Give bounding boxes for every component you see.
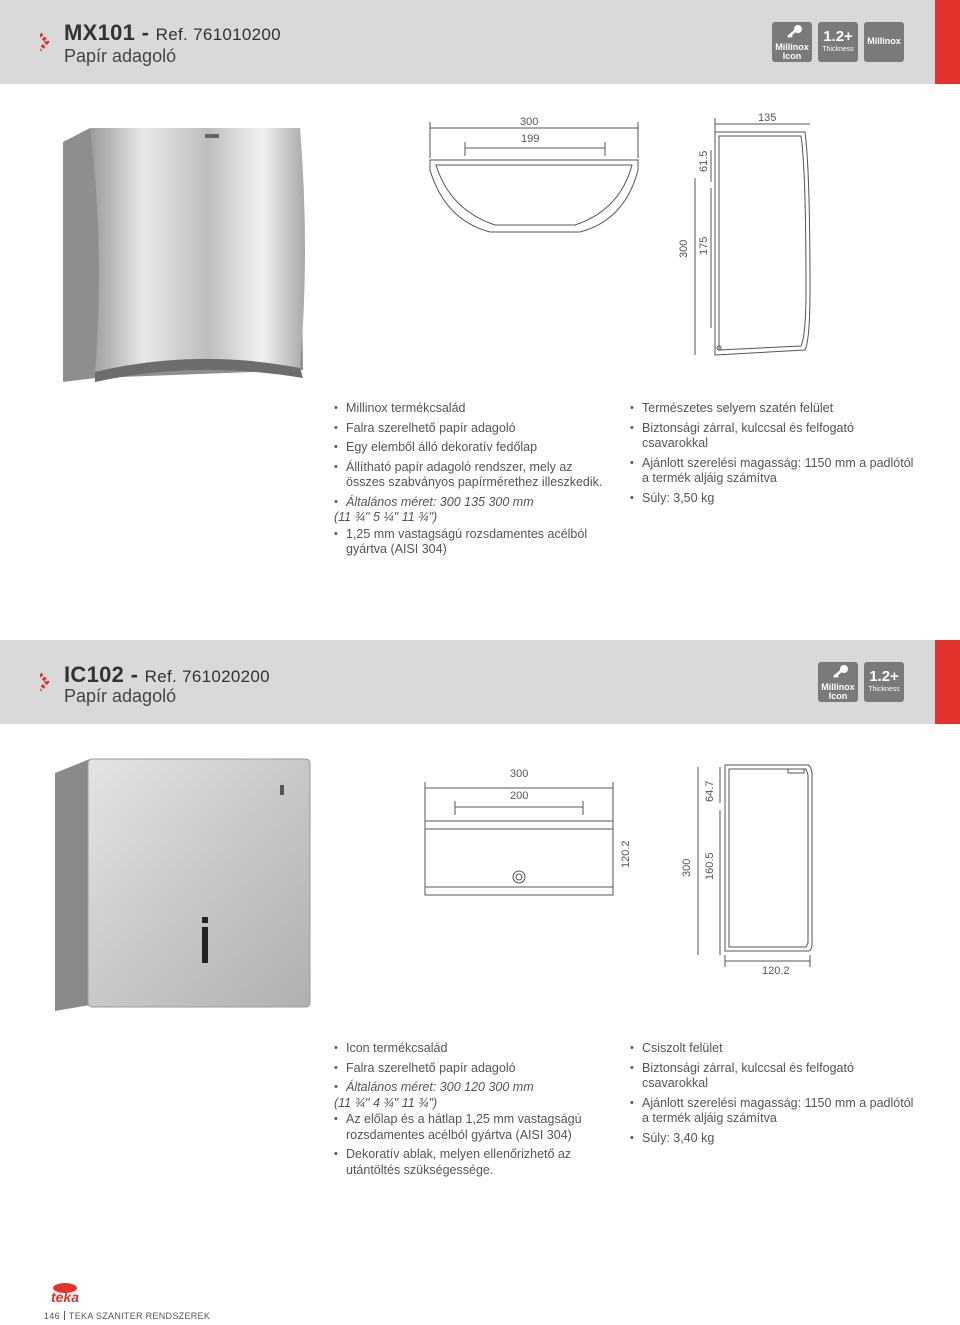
dim-width: 300 [520, 116, 539, 128]
page-footer [44, 1311, 210, 1321]
list-item: • 1,25 mm vastagságú rozsdamentes acélból gyártva (AISI 304) [334, 527, 614, 558]
product-photo-ic102 [50, 755, 315, 1020]
list-item: • Falra szerelhető papír adagoló [334, 1061, 614, 1077]
page-number: 146 [44, 1311, 60, 1321]
dim-lower: 160.5 [704, 852, 716, 880]
dim-depth: 135 [758, 112, 777, 124]
product-subtitle: Papír adagoló [64, 46, 177, 66]
list-item: • Súly: 3,50 kg [630, 491, 920, 507]
list-item: • Biztonsági zárral, kulccsal és felfogató csavarokkal [630, 421, 920, 452]
dim-inner: 200 [510, 790, 529, 802]
feature-list-right-mx101 [630, 401, 920, 510]
ref-number: Ref. 761010200 [155, 25, 281, 44]
list-item: • Millinox termékcsalád [334, 401, 614, 417]
dim-side-height: 120.2 [620, 840, 632, 868]
chevron-icon [40, 32, 54, 52]
key-icon [832, 664, 850, 678]
dim-width: 300 [510, 768, 529, 780]
list-item: • Egy elemből álló dekoratív fedőlap [334, 440, 614, 456]
list-item: • Súly: 3,40 kg [630, 1131, 920, 1147]
teka-logo [42, 1278, 88, 1309]
list-item: • Biztonsági zárral, kulccsal és felfogató csavarokkal [630, 1061, 920, 1092]
product-title-ic102: IC102 - Ref. 761020200 [64, 662, 270, 687]
key-icon [786, 24, 804, 38]
feature-list-left-ic102 [334, 1041, 614, 1182]
list-item: • Dekoratív ablak, melyen ellenőrizhető az utántöltés szükségessége. [334, 1147, 614, 1178]
dim-height: 300 [681, 858, 693, 877]
thickness-badge: 1.2+ Thickness [818, 22, 858, 62]
footer-text: TEKA SZANITER RENDSZEREK [68, 1311, 211, 1321]
dim-lower: 175 [698, 236, 710, 255]
dim-depth: 120.2 [762, 965, 790, 977]
model-name: IC102 [64, 662, 125, 687]
list-item: • Ajánlott szerelési magasság: 1150 mm a padlótól a termék aljáig számítva [630, 456, 920, 487]
accent-bar-top [935, 0, 960, 84]
dim-height: 300 [678, 239, 690, 258]
millinox-icon-badge: Millinox Icon [818, 662, 858, 702]
list-item: • Csiszolt felület [630, 1041, 920, 1057]
model-name: MX101 [64, 20, 136, 45]
product-photo-mx101 [55, 120, 315, 390]
technical-drawing-side-mx101 [675, 110, 815, 365]
feature-list-left-mx101 [334, 401, 614, 562]
millinox-badge: Millinox [864, 22, 904, 62]
product-title-mx101: MX101 - Ref. 761010200 [64, 20, 281, 45]
svg-text:teka: teka [50, 1289, 80, 1304]
thickness-badge: 1.2+ Thickness [864, 662, 904, 702]
feature-list-right-ic102 [630, 1041, 920, 1150]
dim-top: 61.5 [698, 150, 710, 172]
list-item: • Általános méret: 300 120 300 mm (11 ¾" 4 ¾" 11 ¾") [334, 1080, 614, 1111]
list-item: • Ajánlott szerelési magasság: 1150 mm a padlótól a termék aljáig számítva [630, 1096, 920, 1127]
chevron-icon [40, 672, 54, 692]
millinox-icon-badge: Millinox Icon [772, 22, 812, 62]
list-item: • Icon termékcsalád [334, 1041, 614, 1057]
list-item: • Az előlap és a hátlap 1,25 mm vastagságú rozsdamentes acélból gyártva (AISI 304) [334, 1112, 614, 1143]
technical-drawing-side-ic102 [680, 755, 820, 985]
list-item: • Állítható papír adagoló rendszer, mely az összes szabványos papírmérethez illeszkedik. [334, 460, 614, 491]
dim-inner: 199 [521, 133, 540, 145]
list-item: • Általános méret: 300 135 300 mm (11 ¾" 5 ¼" 11 ¾") [334, 495, 614, 526]
ref-number: Ref. 761020200 [144, 667, 270, 686]
technical-drawing-top-mx101 [420, 110, 650, 250]
list-item: • Természetes selyem szatén felület [630, 401, 920, 417]
list-item: • Falra szerelhető papír adagoló [334, 421, 614, 437]
product-subtitle: Papír adagoló [64, 686, 177, 706]
dim-top: 64.7 [704, 780, 716, 802]
accent-bar-mid [935, 640, 960, 724]
